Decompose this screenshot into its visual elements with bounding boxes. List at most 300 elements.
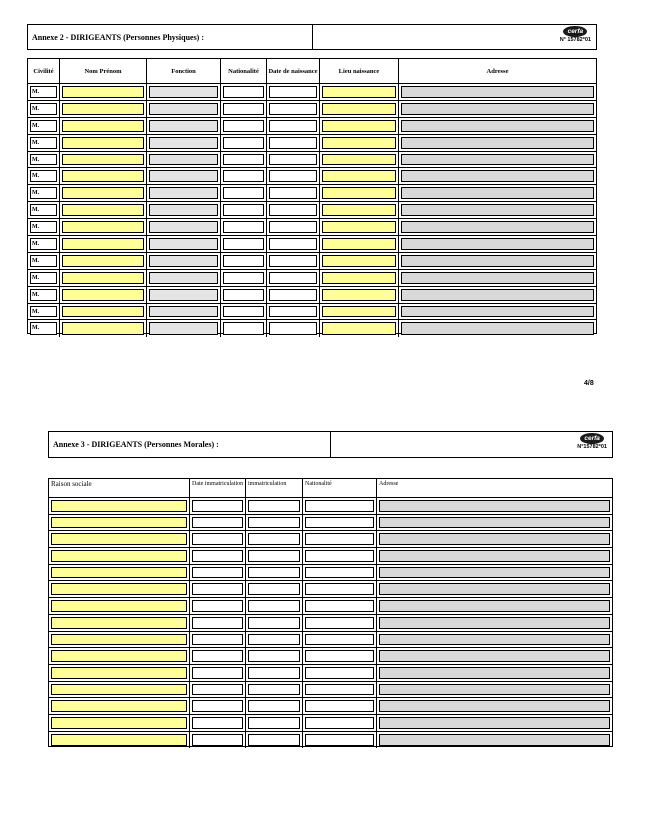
table-cell (60, 185, 147, 201)
table-cell (60, 304, 147, 320)
table-row (49, 715, 612, 732)
table-cell (49, 531, 190, 547)
col-civilite: Civilité (28, 59, 60, 83)
nom-prenom-input[interactable] (62, 322, 144, 335)
table-cell (399, 118, 596, 134)
adresse-input[interactable] (379, 567, 610, 579)
table-row (49, 682, 612, 699)
lieu-naissance-input[interactable] (322, 86, 396, 98)
table-cell (60, 84, 147, 100)
table-cell (399, 168, 596, 184)
lieu-naissance-input[interactable] (322, 170, 396, 182)
fonction-input[interactable] (149, 272, 218, 284)
immatriculation-input[interactable] (248, 583, 300, 595)
adresse-input[interactable] (379, 650, 610, 662)
immatriculation-input[interactable] (248, 734, 300, 747)
table-cell (267, 185, 320, 201)
table-cell (399, 253, 596, 269)
nationalite-input[interactable] (305, 700, 374, 712)
adresse-input[interactable] (401, 238, 594, 250)
nom-prenom-input[interactable] (62, 238, 144, 250)
table-cell (267, 202, 320, 218)
date-immatriculation-input[interactable] (192, 700, 243, 712)
raison-sociale-input[interactable] (51, 583, 187, 595)
date-immatriculation-input[interactable] (192, 684, 243, 696)
fonction-input[interactable] (149, 322, 218, 335)
table-cell (246, 531, 303, 547)
nationalite-input[interactable] (305, 717, 374, 729)
immatriculation-input[interactable] (248, 650, 300, 662)
nationalite-input[interactable] (305, 600, 374, 612)
nationalite-input[interactable] (305, 550, 374, 562)
nationalite-input[interactable] (223, 120, 264, 132)
nom-prenom-input[interactable] (62, 221, 144, 233)
table-cell (303, 581, 377, 597)
nom-prenom-input[interactable] (62, 86, 144, 98)
raison-sociale-input[interactable] (51, 684, 187, 696)
fonction-input[interactable] (149, 120, 218, 132)
nationalite-input[interactable] (305, 517, 374, 529)
col-date-immatriculation: Date immatriculation (190, 479, 246, 497)
table-cell (60, 135, 147, 151)
table-cell (49, 515, 190, 531)
civilite-field[interactable]: M. (30, 255, 57, 267)
table-row (28, 320, 596, 337)
nationalite-input[interactable] (223, 86, 264, 98)
adresse-input[interactable] (401, 137, 594, 149)
nationalite-input[interactable] (223, 154, 264, 166)
table-row (28, 168, 596, 185)
nationalite-input[interactable] (305, 634, 374, 646)
table-row (28, 152, 596, 169)
date-naissance-input[interactable] (269, 137, 317, 149)
col-nationalite-pm: Nationalité (303, 479, 377, 497)
table-cell (267, 118, 320, 134)
nationalite-input[interactable] (305, 734, 374, 747)
adresse-input[interactable] (379, 583, 610, 595)
table-cell (320, 152, 399, 168)
table-cell (28, 135, 60, 151)
fonction-input[interactable] (149, 306, 218, 318)
adresse-input[interactable] (379, 600, 610, 612)
table-cell (60, 270, 147, 286)
table-cell (377, 531, 612, 547)
nationalite-input[interactable] (305, 533, 374, 545)
nationalite-input[interactable] (305, 617, 374, 629)
lieu-naissance-input[interactable] (322, 322, 396, 335)
table-cell (28, 168, 60, 184)
date-immatriculation-input[interactable] (192, 717, 243, 729)
table-cell (60, 287, 147, 303)
civilite-field[interactable]: M. (30, 103, 57, 115)
annexe3-table (48, 478, 613, 747)
date-immatriculation-input[interactable] (192, 734, 243, 747)
date-naissance-input[interactable] (269, 154, 317, 166)
civilite-field[interactable]: M. (30, 120, 57, 132)
table-cell (28, 320, 60, 337)
table-cell (399, 84, 596, 100)
date-naissance-input[interactable] (269, 204, 317, 216)
date-naissance-input[interactable] (269, 322, 317, 335)
immatriculation-input[interactable] (248, 717, 300, 729)
adresse-input[interactable] (401, 322, 594, 335)
table-cell (320, 101, 399, 117)
table-row (28, 270, 596, 287)
table-row (28, 236, 596, 253)
lieu-naissance-input[interactable] (322, 272, 396, 284)
nationalite-input[interactable] (223, 204, 264, 216)
fonction-input[interactable] (149, 137, 218, 149)
annexe2-title: Annexe 2 - DIRIGEANTS (Personnes Physiques) : (28, 25, 313, 49)
table-cell (377, 665, 612, 681)
table-cell (267, 320, 320, 337)
table-cell (303, 498, 377, 514)
table-cell (246, 548, 303, 564)
nationalite-input[interactable] (305, 667, 374, 679)
table-cell (246, 665, 303, 681)
table-cell (320, 304, 399, 320)
date-immatriculation-input[interactable] (192, 617, 243, 629)
cerfa-logo (560, 26, 591, 44)
immatriculation-input[interactable] (248, 667, 300, 679)
table-cell (221, 304, 267, 320)
table-cell (221, 253, 267, 269)
date-immatriculation-input[interactable] (192, 667, 243, 679)
table-row (28, 304, 596, 321)
table-cell (221, 219, 267, 235)
civilite-field[interactable]: M. (30, 289, 57, 301)
raison-sociale-input[interactable] (51, 600, 187, 612)
table-cell (190, 531, 246, 547)
table-cell (246, 598, 303, 614)
table-cell (190, 648, 246, 664)
table-cell (267, 101, 320, 117)
table-cell (190, 682, 246, 698)
nationalite-input[interactable] (223, 272, 264, 284)
nationalite-input[interactable] (223, 255, 264, 267)
table-cell (147, 101, 221, 117)
table-cell (49, 615, 190, 631)
nom-prenom-input[interactable] (62, 204, 144, 216)
table-cell (147, 84, 221, 100)
table-cell (221, 320, 267, 337)
fonction-input[interactable] (149, 86, 218, 98)
fonction-input[interactable] (149, 187, 218, 199)
adresse-input[interactable] (401, 103, 594, 115)
lieu-naissance-input[interactable] (322, 154, 396, 166)
table-cell (147, 253, 221, 269)
fonction-input[interactable] (149, 221, 218, 233)
raison-sociale-input[interactable] (51, 533, 187, 545)
table-cell (377, 548, 612, 564)
date-immatriculation-input[interactable] (192, 517, 243, 529)
civilite-field[interactable]: M. (30, 322, 57, 335)
adresse-input[interactable] (401, 221, 594, 233)
date-immatriculation-input[interactable] (192, 600, 243, 612)
adresse-input[interactable] (379, 617, 610, 629)
adresse-input[interactable] (379, 517, 610, 529)
lieu-naissance-input[interactable] (322, 120, 396, 132)
date-naissance-input[interactable] (269, 187, 317, 199)
date-immatriculation-input[interactable] (192, 650, 243, 662)
col-date-naissance: Date de naissance (267, 59, 320, 83)
adresse-input[interactable] (401, 306, 594, 318)
table-cell (246, 632, 303, 648)
table-cell (303, 598, 377, 614)
date-immatriculation-input[interactable] (192, 500, 243, 512)
table-cell (60, 236, 147, 252)
date-naissance-input[interactable] (269, 170, 317, 182)
immatriculation-input[interactable] (248, 617, 300, 629)
adresse-input[interactable] (401, 86, 594, 98)
date-naissance-input[interactable] (269, 221, 317, 233)
nationalite-input[interactable] (223, 221, 264, 233)
table-cell (399, 202, 596, 218)
raison-sociale-input[interactable] (51, 634, 187, 646)
date-naissance-input[interactable] (269, 86, 317, 98)
nationalite-input[interactable] (223, 322, 264, 335)
table-cell (320, 202, 399, 218)
nom-prenom-input[interactable] (62, 272, 144, 284)
adresse-input[interactable] (379, 700, 610, 712)
annexe2-table (27, 58, 597, 334)
fonction-input[interactable] (149, 255, 218, 267)
nationalite-input[interactable] (223, 238, 264, 250)
lieu-naissance-input[interactable] (322, 221, 396, 233)
table-cell (49, 565, 190, 581)
raison-sociale-input[interactable] (51, 567, 187, 579)
nationalite-input[interactable] (305, 583, 374, 595)
civilite-field[interactable]: M. (30, 272, 57, 284)
nationalite-input[interactable] (305, 567, 374, 579)
nom-prenom-input[interactable] (62, 306, 144, 318)
nationalite-input[interactable] (223, 137, 264, 149)
immatriculation-input[interactable] (248, 700, 300, 712)
nationalite-input[interactable] (223, 306, 264, 318)
nationalite-input[interactable] (223, 187, 264, 199)
table-cell (267, 236, 320, 252)
annexe3-table-header (49, 479, 612, 498)
adresse-input[interactable] (379, 717, 610, 729)
adresse-input[interactable] (401, 289, 594, 301)
civilite-field[interactable]: M. (30, 154, 57, 166)
lieu-naissance-input[interactable] (322, 238, 396, 250)
table-cell (221, 236, 267, 252)
nom-prenom-input[interactable] (62, 170, 144, 182)
immatriculation-input[interactable] (248, 600, 300, 612)
adresse-input[interactable] (401, 187, 594, 199)
fonction-input[interactable] (149, 204, 218, 216)
table-cell (303, 682, 377, 698)
table-cell (60, 219, 147, 235)
nom-prenom-input[interactable] (62, 187, 144, 199)
civilite-field[interactable]: M. (30, 170, 57, 182)
table-cell (28, 118, 60, 134)
lieu-naissance-input[interactable] (322, 306, 396, 318)
raison-sociale-input[interactable] (51, 550, 187, 562)
table-cell (28, 253, 60, 269)
immatriculation-input[interactable] (248, 517, 300, 529)
table-cell (147, 219, 221, 235)
col-immatriculation: immatriculation (246, 479, 303, 497)
nationalite-input[interactable] (223, 170, 264, 182)
lieu-naissance-input[interactable] (322, 289, 396, 301)
fonction-input[interactable] (149, 154, 218, 166)
nom-prenom-input[interactable] (62, 154, 144, 166)
cerfa-logo-mark: cerfa (563, 26, 587, 37)
date-naissance-input[interactable] (269, 120, 317, 132)
nom-prenom-input[interactable] (62, 120, 144, 132)
table-cell (399, 135, 596, 151)
table-cell (28, 101, 60, 117)
immatriculation-input[interactable] (248, 550, 300, 562)
table-cell (28, 287, 60, 303)
table-cell (221, 84, 267, 100)
immatriculation-input[interactable] (248, 533, 300, 545)
table-cell (377, 515, 612, 531)
adresse-input[interactable] (379, 533, 610, 545)
annexe3-header (48, 431, 613, 458)
civilite-field[interactable]: M. (30, 86, 57, 98)
table-cell (377, 732, 612, 749)
fonction-input[interactable] (149, 289, 218, 301)
nationalite-input[interactable] (305, 500, 374, 512)
nom-prenom-input[interactable] (62, 103, 144, 115)
nationalite-input[interactable] (223, 289, 264, 301)
nom-prenom-input[interactable] (62, 289, 144, 301)
lieu-naissance-input[interactable] (322, 255, 396, 267)
adresse-input[interactable] (379, 550, 610, 562)
date-naissance-input[interactable] (269, 289, 317, 301)
raison-sociale-input[interactable] (51, 500, 187, 512)
adresse-input[interactable] (379, 500, 610, 512)
fonction-input[interactable] (149, 238, 218, 250)
adresse-input[interactable] (379, 634, 610, 646)
table-cell (246, 565, 303, 581)
adresse-input[interactable] (379, 684, 610, 696)
raison-sociale-input[interactable] (51, 617, 187, 629)
table-cell (377, 581, 612, 597)
table-cell (267, 270, 320, 286)
raison-sociale-input[interactable] (51, 650, 187, 662)
table-cell (147, 270, 221, 286)
table-cell (267, 152, 320, 168)
nationalite-input[interactable] (223, 103, 264, 115)
table-cell (267, 287, 320, 303)
table-cell (267, 135, 320, 151)
table-cell (320, 185, 399, 201)
table-cell (190, 598, 246, 614)
table-cell (190, 515, 246, 531)
adresse-input[interactable] (401, 255, 594, 267)
raison-sociale-input[interactable] (51, 667, 187, 679)
date-naissance-input[interactable] (269, 103, 317, 115)
table-cell (190, 732, 246, 749)
date-immatriculation-input[interactable] (192, 567, 243, 579)
raison-sociale-input[interactable] (51, 700, 187, 712)
date-naissance-input[interactable] (269, 306, 317, 318)
nom-prenom-input[interactable] (62, 137, 144, 149)
table-cell (60, 101, 147, 117)
table-cell (267, 253, 320, 269)
table-row (49, 548, 612, 565)
table-cell (28, 152, 60, 168)
table-cell (246, 732, 303, 749)
table-cell (60, 152, 147, 168)
raison-sociale-input[interactable] (51, 517, 187, 529)
lieu-naissance-input[interactable] (322, 187, 396, 199)
adresse-input[interactable] (379, 734, 610, 747)
table-cell (377, 565, 612, 581)
adresse-input[interactable] (401, 204, 594, 216)
table-cell (49, 498, 190, 514)
lieu-naissance-input[interactable] (322, 137, 396, 149)
table-cell (147, 304, 221, 320)
immatriculation-input[interactable] (248, 634, 300, 646)
civilite-field[interactable]: M. (30, 187, 57, 199)
civilite-field[interactable]: M. (30, 137, 57, 149)
table-cell (221, 185, 267, 201)
date-naissance-input[interactable] (269, 238, 317, 250)
table-cell (28, 202, 60, 218)
civilite-field[interactable]: M. (30, 204, 57, 216)
table-cell (190, 565, 246, 581)
date-immatriculation-input[interactable] (192, 533, 243, 545)
adresse-input[interactable] (401, 120, 594, 132)
table-cell (60, 320, 147, 337)
nationalite-input[interactable] (305, 684, 374, 696)
date-immatriculation-input[interactable] (192, 634, 243, 646)
table-cell (147, 152, 221, 168)
date-immatriculation-input[interactable] (192, 550, 243, 562)
fonction-input[interactable] (149, 170, 218, 182)
nom-prenom-input[interactable] (62, 255, 144, 267)
lieu-naissance-input[interactable] (322, 103, 396, 115)
nationalite-input[interactable] (305, 650, 374, 662)
date-naissance-input[interactable] (269, 272, 317, 284)
immatriculation-input[interactable] (248, 567, 300, 579)
table-cell (267, 304, 320, 320)
table-cell (303, 632, 377, 648)
adresse-input[interactable] (379, 667, 610, 679)
immatriculation-input[interactable] (248, 500, 300, 512)
table-row (49, 732, 612, 749)
civilite-field[interactable]: M. (30, 306, 57, 318)
table-cell (246, 698, 303, 714)
table-cell (190, 548, 246, 564)
table-cell (147, 320, 221, 337)
raison-sociale-input[interactable] (51, 717, 187, 729)
table-cell (320, 320, 399, 337)
adresse-input[interactable] (401, 154, 594, 166)
annexe2-table-body (28, 84, 596, 337)
date-immatriculation-input[interactable] (192, 583, 243, 595)
adresse-input[interactable] (401, 170, 594, 182)
table-cell (147, 118, 221, 134)
lieu-naissance-input[interactable] (322, 204, 396, 216)
civilite-field[interactable]: M. (30, 238, 57, 250)
table-cell (49, 665, 190, 681)
date-naissance-input[interactable] (269, 255, 317, 267)
table-row (28, 101, 596, 118)
civilite-field[interactable]: M. (30, 221, 57, 233)
table-cell (399, 287, 596, 303)
raison-sociale-input[interactable] (51, 734, 187, 747)
fonction-input[interactable] (149, 103, 218, 115)
immatriculation-input[interactable] (248, 684, 300, 696)
annexe3-header-right (331, 432, 612, 457)
adresse-input[interactable] (401, 272, 594, 284)
